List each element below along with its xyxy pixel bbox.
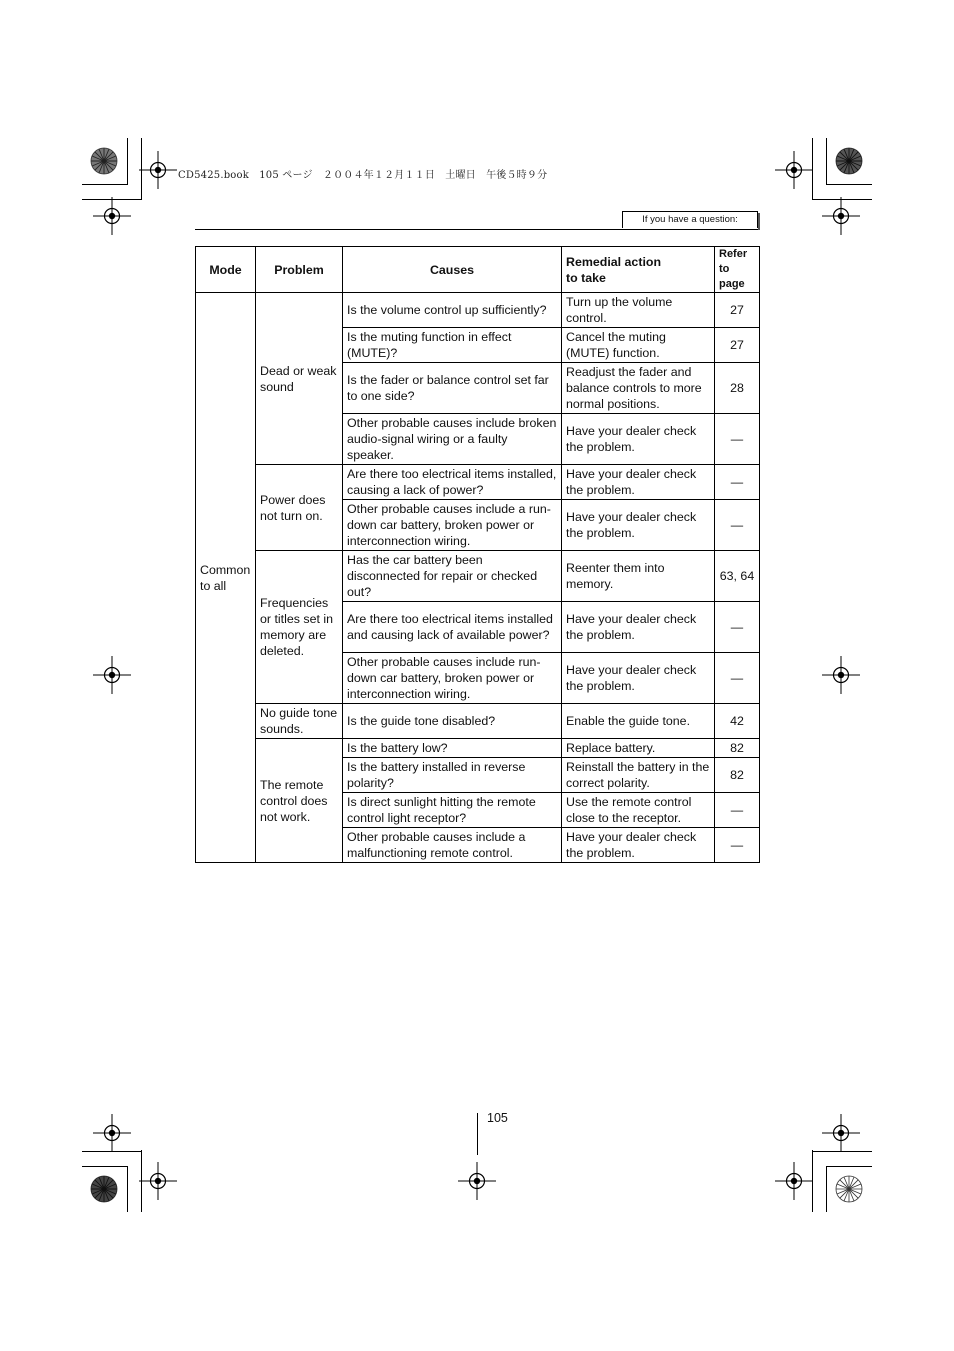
cause-cell: Has the car battery been disconnected for repair or checked out? — [343, 551, 562, 602]
remedy-cell: Readjust the fader and balance controls to more normal positions. — [562, 363, 715, 414]
remedy-cell: Reinstall the battery in the correct polarity. — [562, 758, 715, 793]
problem-cell: Dead or weak sound — [256, 293, 343, 465]
page-ref-cell: 63, 64 — [715, 551, 760, 602]
header-causes: Causes — [343, 247, 562, 293]
registration-mark-icon — [93, 1114, 131, 1152]
remedy-cell: Replace battery. — [562, 739, 715, 758]
page-ref-cell: — — [715, 602, 760, 653]
registration-mark-icon — [775, 151, 813, 189]
page-ref-cell: 82 — [715, 739, 760, 758]
table-row — [196, 551, 760, 602]
registration-mark-icon — [775, 1162, 813, 1200]
starburst-disc-icon — [835, 147, 863, 175]
cause-cell: Other probable causes include a malfunctioning remote control. — [343, 828, 562, 863]
registration-mark-icon — [93, 197, 131, 235]
remedy-cell: Enable the guide tone. — [562, 704, 715, 739]
remedy-cell: Cancel the muting (MUTE) function. — [562, 328, 715, 363]
cause-cell: Is the fader or balance control set far to one side? — [343, 363, 562, 414]
registration-mark-icon — [139, 151, 177, 189]
header-row — [196, 247, 760, 293]
remedy-cell: Have your dealer check the problem. — [562, 414, 715, 465]
page-ref-cell: 28 — [715, 363, 760, 414]
cause-cell: Is the battery installed in reverse polarity? — [343, 758, 562, 793]
page-ref-cell: — — [715, 465, 760, 500]
remedy-cell: Have your dealer check the problem. — [562, 602, 715, 653]
cause-cell: Other probable causes include a run-down car battery, broken power or interconnection wiring. — [343, 500, 562, 551]
cause-cell: Are there too electrical items installed, causing a lack of power? — [343, 465, 562, 500]
problem-cell: The remote control does not work. — [256, 739, 343, 863]
problem-cell: Frequencies or titles set in memory are deleted. — [256, 551, 343, 704]
remedy-cell: Have your dealer check the problem. — [562, 653, 715, 704]
registration-mark-icon — [139, 1162, 177, 1200]
page-ref-cell: 42 — [715, 704, 760, 739]
table-row — [196, 704, 760, 739]
remedy-cell: Have your dealer check the problem. — [562, 465, 715, 500]
registration-mark-icon — [458, 1162, 496, 1200]
registration-mark-icon — [822, 656, 860, 694]
header-refer-to-page — [715, 247, 760, 293]
remedy-cell: Reenter them into memory. — [562, 551, 715, 602]
cause-cell: Is the battery low? — [343, 739, 562, 758]
table-row — [196, 465, 760, 500]
problem-cell: Power does not turn on. — [256, 465, 343, 551]
troubleshooting-table — [195, 246, 760, 863]
page-ref-cell: 27 — [715, 293, 760, 328]
problem-cell: No guide tone sounds. — [256, 704, 343, 739]
header-refer-line-2: to page — [719, 263, 745, 290]
print-header: CD5425.book 105 ページ ２００４年１２月１１日 土曜日 午後５時９分 — [178, 170, 548, 181]
page-ref-cell: 82 — [715, 758, 760, 793]
registration-mark-icon — [822, 1114, 860, 1152]
page-number-rule — [477, 1113, 478, 1155]
remedy-cell: Use the remote control close to the receptor. — [562, 793, 715, 828]
cause-cell: Are there too electrical items installed and causing lack of available power? — [343, 602, 562, 653]
remedy-cell: Have your dealer check the problem. — [562, 500, 715, 551]
table-row — [196, 293, 760, 328]
page-ref-cell: — — [715, 653, 760, 704]
page-ref-cell: — — [715, 828, 760, 863]
cause-cell: Other probable causes include run-down car battery, broken power or interconnection wiring. — [343, 653, 562, 704]
page-ref-cell: 27 — [715, 328, 760, 363]
table-row — [196, 739, 760, 758]
header-remedial-action — [562, 247, 715, 293]
header-remedial-line-1: Remedial action — [566, 254, 662, 269]
registration-mark-icon — [822, 197, 860, 235]
remedy-cell: Have your dealer check the problem. — [562, 828, 715, 863]
page-ref-cell: — — [715, 500, 760, 551]
header-remedial-line-2: to take — [566, 270, 606, 285]
mode-cell: Common to all — [196, 293, 256, 863]
page-ref-cell: — — [715, 793, 760, 828]
header-refer-line-1: Refer — [719, 248, 748, 260]
page-ref-cell: — — [715, 414, 760, 465]
header-rule — [195, 229, 758, 230]
cause-cell: Is the muting function in effect (MUTE)? — [343, 328, 562, 363]
starburst-disc-icon — [835, 1175, 863, 1203]
starburst-disc-icon — [90, 1175, 118, 1203]
section-label: If you have a question: — [622, 211, 758, 228]
registration-mark-icon — [93, 656, 131, 694]
starburst-disc-icon — [90, 147, 118, 175]
cause-cell: Is direct sunlight hitting the remote control light receptor? — [343, 793, 562, 828]
page-number: 105 — [487, 1111, 508, 1125]
remedy-cell: Turn up the volume control. — [562, 293, 715, 328]
cause-cell: Is the volume control up sufficiently? — [343, 293, 562, 328]
header-problem: Problem — [256, 247, 343, 293]
header-mode: Mode — [196, 247, 256, 293]
cause-cell: Is the guide tone disabled? — [343, 704, 562, 739]
cause-cell: Other probable causes include broken audio-signal wiring or a faulty speaker. — [343, 414, 562, 465]
